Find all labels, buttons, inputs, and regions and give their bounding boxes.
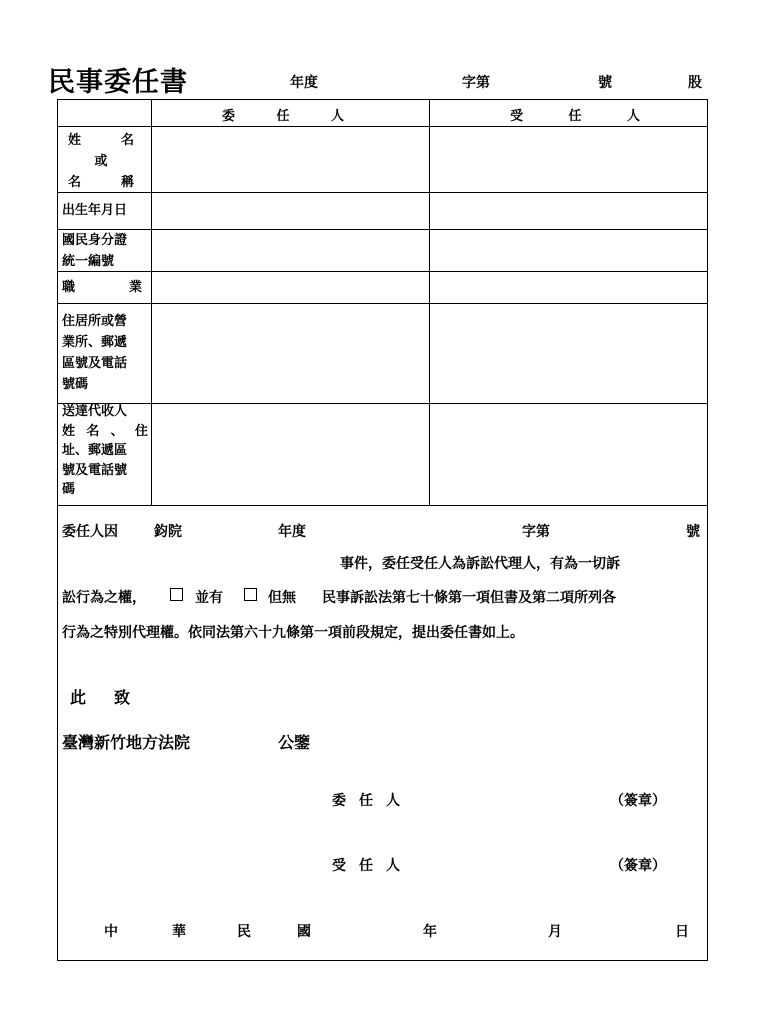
case-number-label: 號 xyxy=(598,75,612,91)
agent-birth-field[interactable] xyxy=(430,193,707,229)
body-line1-number: 號 xyxy=(686,524,700,540)
row-label-name: 姓 名 或 名 稱 xyxy=(68,133,134,190)
document-title: 民事委任書 xyxy=(48,67,188,98)
agent-occupation-field[interactable] xyxy=(430,272,707,303)
with-authority-checkbox[interactable] xyxy=(170,588,183,601)
salutation: 此 致 xyxy=(70,688,131,707)
principal-id-field[interactable] xyxy=(152,230,429,271)
principal-name-field[interactable] xyxy=(152,127,429,192)
row-label-birth: 出生年月日 xyxy=(62,203,128,218)
division-label: 股 xyxy=(688,75,702,91)
agent-name-field[interactable] xyxy=(430,127,707,192)
body-line1-year: 年度 xyxy=(278,524,306,540)
principal-seal-label: （簽章） xyxy=(610,793,666,809)
column-header-principal: 委 任 人 xyxy=(222,109,344,124)
body-line1-principal: 委任人因 xyxy=(62,524,118,540)
row-label-service-agent: 送達代收人 姓 名 、 住 址、郵遞區 號及電話號 碼 xyxy=(62,404,148,497)
case-word-label: 字第 xyxy=(462,75,490,91)
body-line2: 事件，委任受任人為訴訟代理人，有為一切訴 xyxy=(340,556,620,572)
court-name: 臺灣新竹地方法院 xyxy=(62,733,191,752)
agent-id-field[interactable] xyxy=(430,230,707,271)
principal-occupation-field[interactable] xyxy=(152,272,429,303)
row-label-id: 國民身分證 統一編號 xyxy=(62,233,128,269)
without-authority-checkbox[interactable] xyxy=(244,588,257,601)
body-line1-court: 鈞院 xyxy=(154,524,182,540)
body-line1-word: 字第 xyxy=(522,524,550,540)
row-label-occupation: 職 業 xyxy=(62,280,142,295)
with-authority-label: 並有 xyxy=(195,590,223,606)
principal-service-field[interactable] xyxy=(152,404,429,505)
body-line3-start: 訟行為之權， xyxy=(62,590,146,606)
case-year-label: 年度 xyxy=(290,75,318,91)
principal-birth-field[interactable] xyxy=(152,193,429,229)
court-suffix: 公鑒 xyxy=(278,733,311,752)
agent-address-field[interactable] xyxy=(430,304,707,403)
date-line: 中 華 民 國 年 月 日 xyxy=(104,924,689,940)
agent-seal-label: （簽章） xyxy=(610,858,666,874)
row-label-address: 住居所或營 業所、郵遞 區號及電話 號碼 xyxy=(62,314,128,392)
principal-address-field[interactable] xyxy=(152,304,429,403)
body-line4: 行為之特別代理權。依同法第六十九條第一項前段規定，提出委任書如上。 xyxy=(62,625,524,641)
signature-principal-label: 委 任 人 xyxy=(332,793,400,809)
agent-service-field[interactable] xyxy=(430,404,707,505)
column-header-agent: 受 任 人 xyxy=(510,109,640,124)
without-authority-label: 但無 xyxy=(268,590,296,606)
body-line3-end: 民事訴訟法第七十條第一項但書及第二項所列各 xyxy=(322,590,616,606)
signature-agent-label: 受 任 人 xyxy=(332,858,400,874)
